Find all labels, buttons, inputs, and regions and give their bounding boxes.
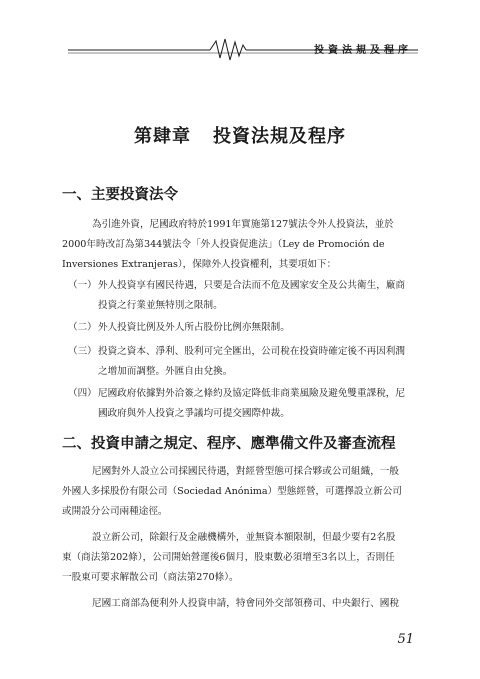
text-line: 或開設分公司兩種途徑。 (62, 506, 168, 517)
text-line: 外國人多採股份有限公司（Sociedad Anónima）型態經營，可選擇設立新公司 (62, 486, 402, 497)
list-item (68, 276, 420, 316)
chapter-number: 第肆章 (134, 126, 191, 147)
section2-paragraph (62, 594, 420, 614)
text-line: 尼國工商部為便利外人投資申請，特會同外交部領務司、中央銀行、國稅 (92, 598, 399, 609)
section1-intro (62, 215, 420, 275)
chapter-title (0, 122, 480, 148)
list-item (68, 318, 420, 338)
section2-paragraph (62, 528, 420, 588)
text-line: Inversiones Extranjeras），保障外人投資權利，其要項如下： (62, 259, 337, 270)
text-line: 國政府與外人投資之爭議均可提交國際仲裁。 (98, 408, 290, 419)
text-line: 2000年時改訂為第344號法令「外人投資促進法」（Ley de Promoción de (62, 239, 385, 250)
text-line: 外人投資比例及外人所占股份比例亦無限制。 (98, 322, 290, 333)
section2-paragraph (62, 462, 420, 522)
text-line: 投資之資本、淨利、股利可完全匯出，公司稅在投資時確定後不再因利潤 (98, 346, 405, 357)
text-line: 為引進外資，尼國政府特於1991年實施第127號法令外人投資法，並於 (92, 219, 394, 230)
text-line: 設立新公司，除銀行及金融機構外，並無資本額限制，但最少要有2名股 (92, 532, 396, 543)
page-number: 51 (397, 632, 414, 647)
text-line: 一股東可要求解散公司（商法第270條）。 (62, 572, 239, 583)
text-line: 之增加而調整。外匯自由兌換。 (98, 366, 233, 377)
text-line: 外人投資享有國民待遇，只要是合法而不危及國家安全及公共衛生，廠商 (98, 280, 405, 291)
list-item (68, 384, 420, 424)
item-number: （四） (68, 388, 97, 399)
section-heading-1: 一、主要投資法令 (62, 186, 178, 203)
item-number: （二） (68, 322, 97, 333)
chapter-name: 投資法規及程序 (213, 126, 346, 147)
text-line: 尼國政府依據對外洽簽之條約及協定降低非商業風險及避免雙重課稅，尼 (98, 388, 405, 399)
item-number: （一） (68, 280, 97, 291)
header-label: 投資法規及程序 (314, 45, 412, 56)
running-header (68, 36, 418, 64)
item-number: （三） (68, 346, 97, 357)
text-line: 東（商法第202條），公司開始營運後6個月，股東數必須增至3名以上，否則任 (62, 552, 395, 563)
text-line: 尼國對外人設立公司採國民待遇，對經營型態可採合夥或公司組織，一般 (92, 466, 399, 477)
text-line: 投資之行業並無特別之限制。 (98, 300, 223, 311)
section-heading-2: 二、投資申請之規定、程序、應準備文件及審查流程 (62, 435, 396, 452)
list-item (68, 342, 420, 382)
